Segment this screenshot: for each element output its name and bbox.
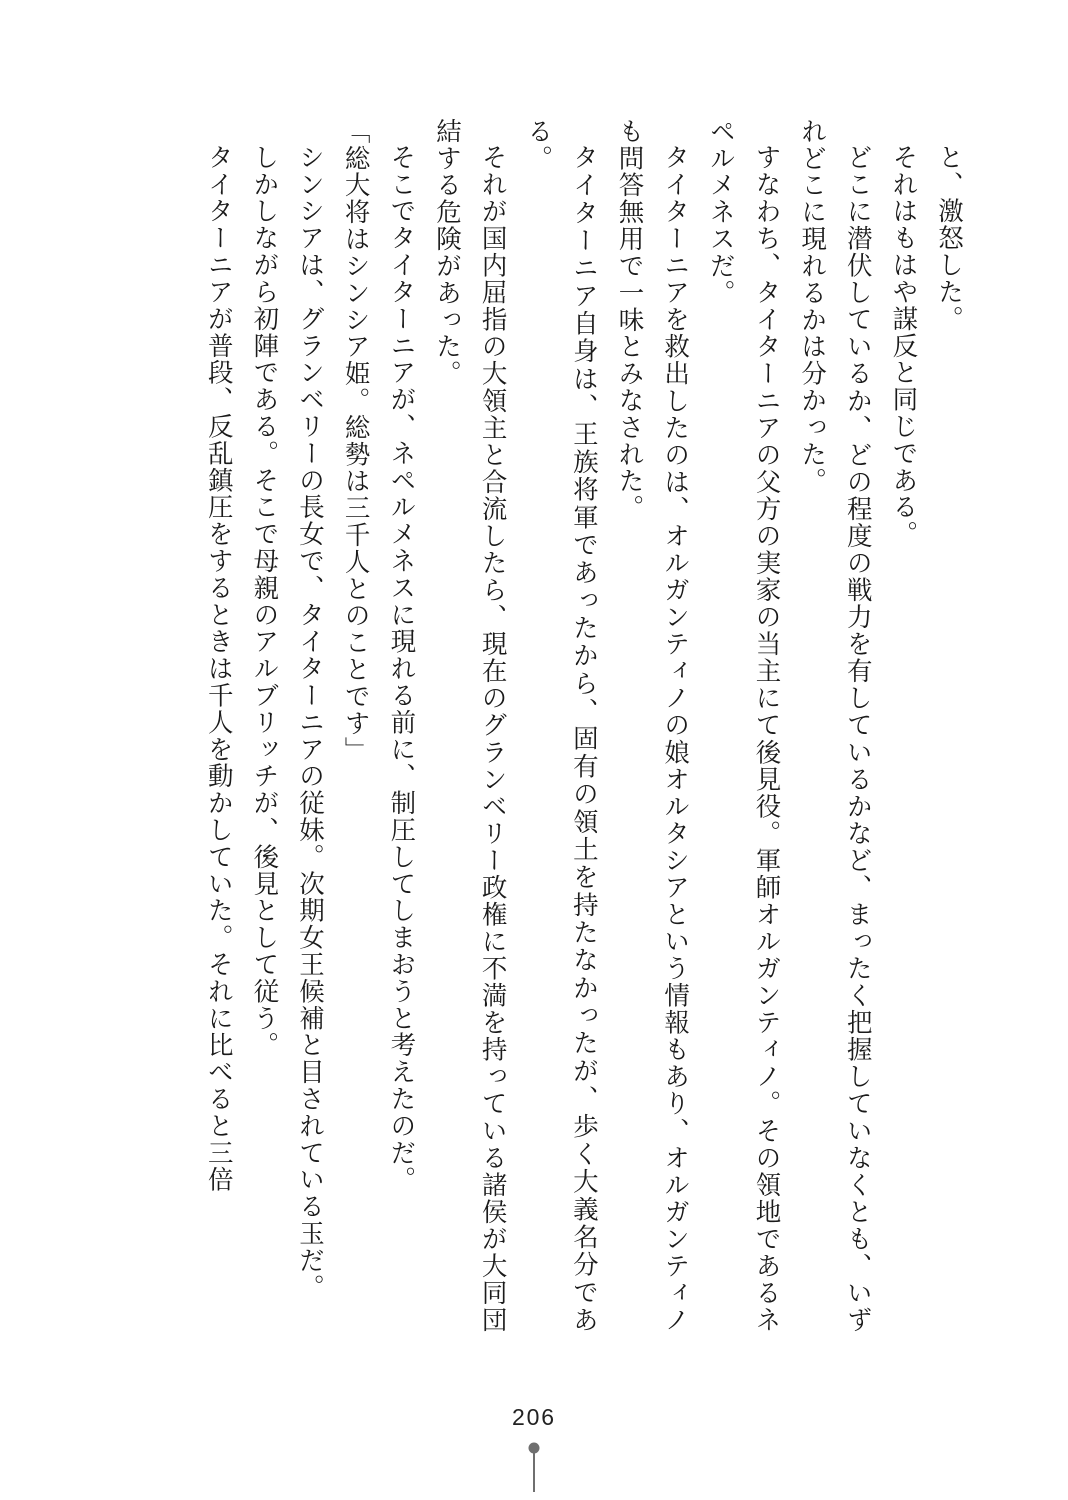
paragraph: タイターニアを救出したのは、オルガンティノの娘オルタシアという情報もあり、オルガンティノも問答無用で一味とみなされた。 xyxy=(615,118,691,1333)
paragraph: すなわち、タイターニアの父方の実家の当主にて後見役。軍師オルガンティノ。その領地であるネペルメネスだ。 xyxy=(706,118,782,1333)
footer-ornament-icon xyxy=(533,1448,535,1492)
paragraph: どこに潜伏しているか、どの程度の戦力を有しているかなど、まったく把握していなくとも、いずれどこに現れるかは分かった。 xyxy=(798,118,873,1333)
body-text xyxy=(112,118,972,1333)
paragraph: それはもはや謀反と同じである。 xyxy=(889,143,919,548)
paragraph: そこでタイターニアが、ネペルメネスに現れる前に、制圧してしまおうと考えたのだ。 xyxy=(387,143,417,1193)
paragraph: シンシアは、グランベリーの長女で、タイターニアの従妹。次期女王候補と目されている玉だ。 xyxy=(296,143,326,1301)
paragraph: それが国内屈指の大領主と合流したら、現在のグランベリー政権に不満を持っている諸侯が大同団結する危険があった。 xyxy=(432,118,508,1333)
paragraph-dialogue: 「総大将はシンシア姫。総勢は三千人とのことです」 xyxy=(341,118,371,764)
paragraph: タイターニア自身は、王族将軍であったから、固有の領土を持たなかったが、歩く大義名分である。 xyxy=(524,118,599,1333)
paragraph: しかしながら初陣である。そこで母親のアルブリッチが、後見として従う。 xyxy=(250,143,280,1059)
paragraph: と、激怒した。 xyxy=(935,143,964,332)
page-number: 206 xyxy=(512,1404,556,1430)
paragraph: タイターニアが普段、反乱鎮圧をするときは千人を動かしていた。それに比べると三倍 xyxy=(204,143,234,1193)
